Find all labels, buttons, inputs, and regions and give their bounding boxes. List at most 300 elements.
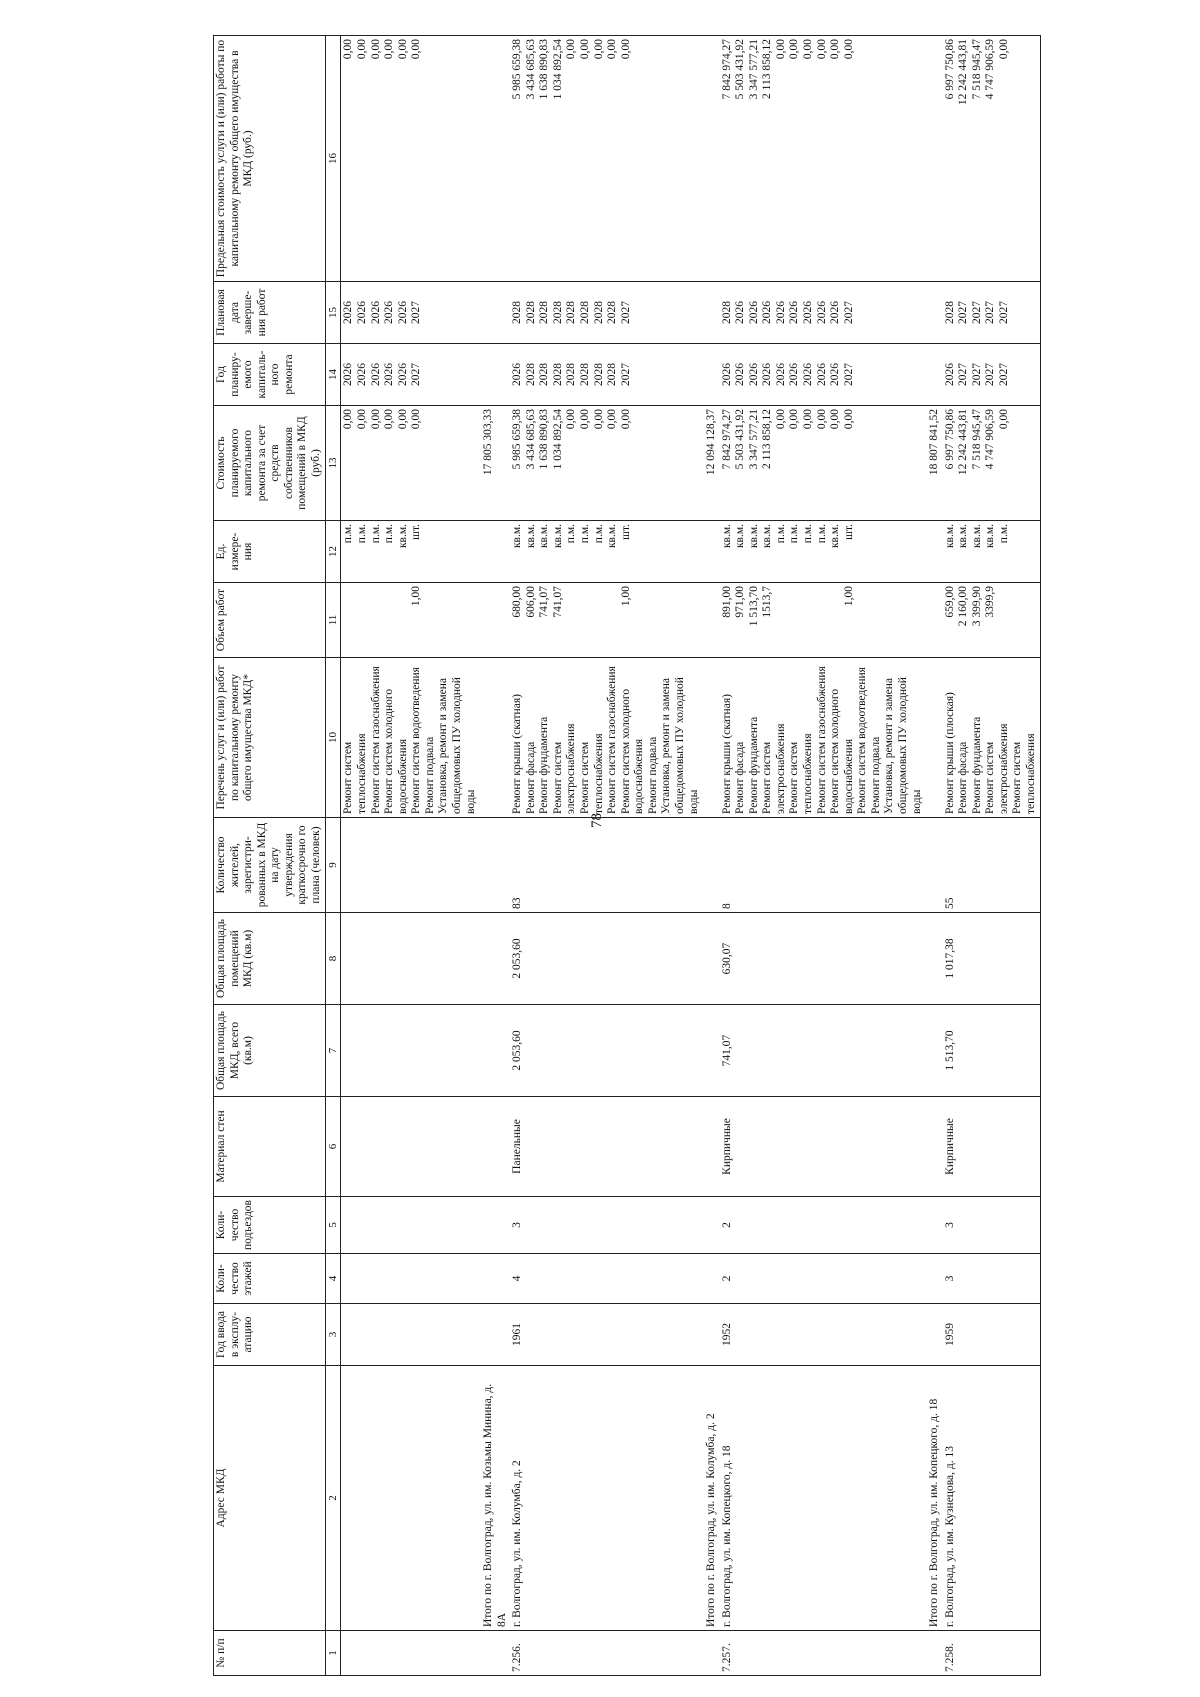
year-value: 2028 — [579, 363, 592, 386]
cost-value: 1 638 890,83 — [538, 409, 551, 470]
empty-cell — [704, 36, 720, 282]
unit-value: кв.м. — [970, 524, 983, 549]
page-number: 78 — [589, 813, 605, 828]
unit-value: кв.м. — [943, 524, 956, 549]
unit-value: шт. — [619, 524, 632, 540]
cost-value: 3 434 685,63 — [524, 409, 537, 470]
continuation-row — [341, 36, 479, 1676]
unit-list — [510, 521, 702, 583]
area-rooms — [720, 913, 925, 1005]
floors — [510, 1254, 702, 1304]
col-number: 16 — [325, 36, 341, 282]
total-row — [927, 36, 943, 1676]
date-list — [341, 282, 479, 344]
cost-value: 7 842 974,27 — [720, 409, 733, 470]
limit-list — [720, 36, 925, 282]
unit-value: кв.м. — [761, 524, 774, 549]
unit-value: кв.м. — [606, 524, 619, 549]
address-text: г. Волгоград, ул. им. Копецкого, д. 18 — [720, 1445, 733, 1627]
works-list — [341, 658, 479, 818]
entrances-text: 2 — [720, 1222, 733, 1228]
empty-cell — [481, 1304, 510, 1366]
header-col-12: Ед. измере-ния — [214, 521, 326, 583]
area-total — [510, 1005, 702, 1097]
cost-value: 0,00 — [396, 409, 409, 430]
header-col-14: Год планиру-емого капиталь-ного ремонта — [214, 344, 326, 406]
empty-cell — [341, 913, 479, 1005]
date-value: 2026 — [369, 301, 382, 324]
empty-cell — [481, 1197, 510, 1254]
empty-cell — [704, 1005, 720, 1097]
header-col-1: № п/п — [214, 1631, 326, 1676]
work-item: Ремонт крыши (скатная) — [511, 694, 524, 814]
header-col-4: Коли-чество этажей — [214, 1254, 326, 1304]
floors — [720, 1254, 925, 1304]
header-col-6: Материал стен — [214, 1097, 326, 1197]
volume-value: 680,00 — [511, 586, 524, 618]
cost-value: 6 997 750,86 — [943, 409, 956, 470]
date-value: 2027 — [997, 301, 1010, 324]
volume-value — [829, 586, 843, 654]
work-item: Ремонт систем водоотведения — [410, 667, 423, 814]
wall-material-text: Кирпичные — [943, 1118, 956, 1175]
unit-value: кв.м. — [538, 524, 551, 549]
empty-cell — [704, 818, 720, 913]
work-item: Установка, ремонт и замена общедомовых ПУ холодной воды — [437, 677, 477, 814]
entrances-text: 3 — [943, 1222, 956, 1228]
area-rooms-text: 630,07 — [720, 942, 733, 975]
limit-value: 0,00 — [815, 39, 828, 60]
date-value: 2028 — [538, 301, 551, 324]
work-item: Ремонт систем газоснабжения — [606, 666, 619, 814]
empty-cell — [481, 521, 510, 583]
area-rooms-text: 2 053,60 — [511, 938, 524, 979]
col-number: 2 — [325, 1366, 341, 1631]
cost-value: 4 747 906,59 — [984, 409, 997, 470]
unit-value: кв.м. — [829, 524, 842, 549]
year-value: 2026 — [761, 363, 774, 386]
unit-value: кв.м. — [551, 524, 564, 549]
cost-list — [341, 406, 479, 521]
date-value: 2028 — [511, 301, 524, 324]
year-value: 2028 — [606, 363, 619, 386]
limit-value: 0,00 — [592, 39, 605, 60]
volume-value: 3399,9 — [984, 586, 997, 618]
header-col-7: Общая площадь МКД, всего (кв.м) — [214, 1005, 326, 1097]
empty-cell — [927, 1097, 943, 1197]
works-list — [943, 658, 1040, 818]
floors-text: 4 — [511, 1275, 524, 1282]
empty-cell — [341, 1366, 479, 1631]
date-value: 2028 — [524, 301, 537, 324]
volume-value — [383, 586, 397, 654]
cost-value: 0,00 — [842, 409, 855, 430]
cost-list — [943, 406, 1040, 521]
col-number: 11 — [325, 583, 341, 658]
wall-material — [720, 1097, 925, 1197]
commission-year — [943, 1304, 1040, 1366]
empty-cell — [481, 1254, 510, 1304]
limit-value: 3 434 685,63 — [524, 39, 537, 100]
work-item: Ремонт систем теплоснабжения — [579, 733, 605, 814]
limit-value: 0,00 — [842, 39, 855, 60]
unit-value: п.м. — [383, 524, 396, 544]
area-total — [720, 1005, 925, 1097]
year-value: 2028 — [524, 363, 537, 386]
date-value: 2027 — [984, 301, 997, 324]
total-label-text: Итого по г. Волгоград, ул. им. Козьмы Минина, д. 8А — [482, 1383, 508, 1627]
empty-cell — [704, 521, 720, 583]
entrances — [510, 1197, 702, 1254]
cost-value: 5 985 659,38 — [511, 409, 524, 470]
year-value: 2028 — [565, 363, 578, 386]
work-item: Ремонт систем электроснабжения — [761, 723, 787, 814]
year-value: 2026 — [788, 363, 801, 386]
volume-list — [341, 583, 479, 658]
year-value: 2026 — [815, 363, 828, 386]
limit-value: 1 034 892,54 — [551, 39, 564, 100]
total-label — [481, 1366, 510, 1631]
date-value: 2026 — [747, 301, 760, 324]
volume-value — [816, 586, 830, 654]
date-value: 2026 — [761, 301, 774, 324]
date-value: 2026 — [356, 301, 369, 324]
unit-value: п.м. — [997, 524, 1010, 544]
cost-value: 0,00 — [774, 409, 787, 430]
empty-cell — [341, 1197, 479, 1254]
total-cost-value: 12 094 128,37 — [705, 409, 718, 476]
work-item: Ремонт систем холодного водоснабжения — [383, 688, 409, 814]
year-value: 2027 — [410, 363, 423, 386]
total-label-text: Итого по г. Волгоград, ул. им. Колумба, д. 2 — [705, 1413, 718, 1627]
col-number: 15 — [325, 282, 341, 344]
limit-value: 0,00 — [383, 39, 396, 60]
header-col-8: Общая площадь помещений МКД (кв.м) — [214, 913, 326, 1005]
volume-list — [510, 583, 702, 658]
empty-cell — [927, 1304, 943, 1366]
empty-cell — [704, 583, 720, 658]
cost-value: 0,00 — [592, 409, 605, 430]
work-item: Ремонт систем электроснабжения — [984, 723, 1010, 814]
year-value: 2026 — [747, 363, 760, 386]
header-col-2: Адрес МКД — [214, 1366, 326, 1631]
empty-cell — [341, 1304, 479, 1366]
cost-value: 3 347 577,21 — [747, 409, 760, 470]
unit-value: п.м. — [369, 524, 382, 544]
col-number: 13 — [325, 406, 341, 521]
area-total-text: 2 053,60 — [511, 1030, 524, 1071]
empty-cell — [481, 1005, 510, 1097]
building-row — [510, 36, 702, 1676]
work-item: Ремонт подвала — [423, 736, 436, 814]
volume-value: 1,00 — [842, 586, 855, 607]
address-text: г. Волгоград, ул. им. Кузнецова, д. 13 — [943, 1446, 956, 1627]
volume-value: 891,00 — [720, 586, 733, 618]
unit-value: кв.м. — [511, 524, 524, 549]
cost-value: 2 113 858,12 — [761, 409, 774, 469]
date-value: 2027 — [957, 301, 970, 324]
year-value: 2026 — [369, 363, 382, 386]
limit-value: 5 503 431,92 — [734, 39, 747, 100]
commission-year — [510, 1304, 702, 1366]
cost-value: 5 503 431,92 — [734, 409, 747, 470]
work-item: Ремонт крыши (скатная) — [720, 694, 733, 814]
limit-value: 0,00 — [396, 39, 409, 60]
row-number — [720, 1631, 925, 1676]
date-value: 2027 — [842, 301, 855, 324]
commission-year-text: 1959 — [943, 1323, 956, 1346]
year-value: 2026 — [356, 363, 369, 386]
wall-material — [943, 1097, 1040, 1197]
total-cost — [481, 406, 510, 521]
unit-value: п.м. — [356, 524, 369, 544]
year-value: 2028 — [538, 363, 551, 386]
year-list — [720, 344, 925, 406]
unit-value: п.м. — [774, 524, 787, 544]
limit-value: 12 242 443,81 — [957, 39, 970, 106]
empty-cell — [927, 36, 943, 282]
date-value: 2026 — [788, 301, 801, 324]
work-item: Ремонт крыши (плоская) — [943, 692, 956, 814]
area-total-text: 1 513,70 — [943, 1030, 956, 1071]
limit-list — [943, 36, 1040, 282]
building-row — [720, 36, 925, 1676]
volume-value — [606, 586, 620, 654]
wall-material-text: Кирпичные — [720, 1118, 733, 1175]
unit-list — [943, 521, 1040, 583]
limit-value: 7 518 945,47 — [970, 39, 983, 100]
empty-cell — [481, 344, 510, 406]
residents — [720, 818, 925, 913]
limit-value: 6 997 750,86 — [943, 39, 956, 100]
date-value: 2026 — [774, 301, 787, 324]
col-number: 5 — [325, 1197, 341, 1254]
empty-cell — [704, 913, 720, 1005]
year-value: 2026 — [943, 363, 956, 386]
limit-value: 0,00 — [356, 39, 369, 60]
unit-value: шт. — [410, 524, 423, 540]
cost-value: 7 518 945,47 — [970, 409, 983, 470]
col-number: 7 — [325, 1005, 341, 1097]
date-value: 2028 — [579, 301, 592, 324]
limit-value: 0,00 — [619, 39, 632, 60]
unit-value: кв.м. — [984, 524, 997, 549]
work-item: Ремонт систем теплоснабжения — [788, 733, 815, 814]
residents — [510, 818, 702, 913]
row-number-text: 7.257. — [720, 1643, 733, 1672]
total-cost — [704, 406, 720, 521]
volume-value — [370, 586, 384, 654]
cost-value: 0,00 — [579, 409, 592, 430]
limit-list — [510, 36, 702, 282]
date-value: 2026 — [342, 301, 355, 324]
row-number — [510, 1631, 702, 1676]
address — [720, 1366, 925, 1631]
work-item: Ремонт систем газоснабжения — [369, 666, 382, 814]
limit-value: 0,00 — [565, 39, 578, 60]
cost-value: 0,00 — [619, 409, 632, 430]
header-row — [214, 36, 326, 1676]
volume-value — [998, 586, 1012, 654]
work-item: Ремонт фасада — [957, 741, 970, 814]
empty-cell — [481, 1631, 510, 1676]
header-col-16: Предельная стоимость услуги и (или) работы по капитальному ремонту общего имущества в МКД (руб.) — [214, 36, 326, 282]
unit-value: п.м. — [788, 524, 801, 544]
volume-value: 741,07 — [551, 586, 564, 618]
work-item: Ремонт фасада — [524, 741, 537, 814]
volume-value: 1,00 — [619, 586, 632, 607]
area-total — [943, 1005, 1040, 1097]
date-value: 2028 — [592, 301, 605, 324]
col-number: 9 — [325, 818, 341, 913]
volume-value: 971,00 — [734, 586, 747, 618]
cost-value: 1 034 892,54 — [551, 409, 564, 470]
unit-value: шт. — [842, 524, 855, 540]
date-value: 2026 — [815, 301, 828, 324]
empty-cell — [927, 344, 943, 406]
empty-cell — [481, 913, 510, 1005]
volume-value: 2 160,00 — [957, 586, 970, 627]
header-col-11: Объем работ — [214, 583, 326, 658]
work-item: Ремонт систем теплоснабжения — [1011, 733, 1038, 814]
unit-value: кв.м. — [720, 524, 733, 549]
building-row — [943, 36, 1040, 1676]
residents-text: 8 — [720, 903, 733, 909]
col-number: 3 — [325, 1304, 341, 1366]
unit-list — [720, 521, 925, 583]
year-list — [341, 344, 479, 406]
year-list — [943, 344, 1040, 406]
unit-value: п.м. — [565, 524, 578, 544]
empty-cell — [481, 658, 510, 818]
empty-cell — [704, 658, 720, 818]
volume-value: 1 513,70 — [747, 586, 760, 627]
address — [510, 1366, 702, 1631]
unit-value: п.м. — [579, 524, 592, 544]
year-value: 2026 — [342, 363, 355, 386]
unit-value: п.м. — [592, 524, 605, 544]
residents-text: 55 — [943, 897, 956, 909]
row-number-text: 7.256. — [511, 1643, 524, 1672]
rotated-sheet — [213, 36, 1200, 1676]
commission-year — [720, 1304, 925, 1366]
cost-value: 0,00 — [410, 409, 423, 430]
year-value: 2026 — [802, 363, 815, 386]
empty-cell — [481, 1097, 510, 1197]
column-number-row — [325, 36, 341, 1676]
empty-cell — [704, 1254, 720, 1304]
cost-value: 12 242 443,81 — [957, 409, 970, 476]
capital-repair-table — [213, 35, 1041, 1676]
floors-text: 2 — [720, 1275, 733, 1282]
limit-value: 0,00 — [606, 39, 619, 60]
limit-value: 0,00 — [997, 39, 1010, 60]
limit-value: 4 747 906,59 — [984, 39, 997, 100]
volume-value: 3 399,90 — [970, 586, 983, 627]
work-item: Ремонт подвала — [869, 736, 882, 814]
total-label-text: Итого по г. Волгоград, ул. им. Копецкого, д. 18 — [928, 1398, 941, 1627]
residents-text: 83 — [511, 897, 524, 909]
year-value: 2027 — [970, 363, 983, 386]
empty-cell — [927, 658, 943, 818]
floors-text: 3 — [943, 1275, 956, 1282]
volume-value — [593, 586, 607, 654]
cost-value: 0,00 — [342, 409, 355, 430]
work-item: Установка, ремонт и замена общедомовых ПУ холодной воды — [883, 677, 923, 814]
volume-value — [565, 586, 579, 654]
cost-value: 0,00 — [802, 409, 815, 430]
work-item: Ремонт фундамента — [747, 716, 760, 814]
date-value: 2027 — [410, 301, 423, 324]
volume-value — [342, 586, 356, 654]
table-body — [341, 36, 1040, 1676]
cost-value: 0,00 — [383, 409, 396, 430]
limit-value: 0,00 — [410, 39, 423, 60]
empty-cell — [341, 1254, 479, 1304]
date-value: 2026 — [734, 301, 747, 324]
total-cost-value: 18 807 841,52 — [928, 409, 941, 476]
date-value: 2026 — [383, 301, 396, 324]
unit-value: кв.м. — [524, 524, 537, 549]
total-cost-value: 17 805 303,33 — [482, 409, 495, 476]
empty-cell — [927, 583, 943, 658]
row-number — [943, 1631, 1040, 1676]
header-col-13: Стоимость планируемого капитального ремонта за счет средств собственников помещений в МКД (руб.) — [214, 406, 326, 521]
empty-cell — [704, 282, 720, 344]
limit-value: 3 347 577,21 — [747, 39, 760, 100]
work-item: Установка, ремонт и замена общедомовых ПУ холодной воды — [660, 677, 700, 814]
cost-value: 0,00 — [997, 409, 1010, 430]
work-item: Ремонт систем водоотведения — [856, 667, 869, 814]
year-value: 2026 — [720, 363, 733, 386]
volume-value — [788, 586, 802, 654]
col-number: 12 — [325, 521, 341, 583]
cost-value: 0,00 — [565, 409, 578, 430]
cost-value: 0,00 — [829, 409, 842, 430]
empty-cell — [704, 1197, 720, 1254]
empty-cell — [927, 913, 943, 1005]
limit-value: 7 842 974,27 — [720, 39, 733, 100]
date-value: 2026 — [802, 301, 815, 324]
date-list — [943, 282, 1040, 344]
col-number: 1 — [325, 1631, 341, 1676]
limit-value: 0,00 — [788, 39, 801, 60]
year-value: 2027 — [957, 363, 970, 386]
date-value: 2028 — [606, 301, 619, 324]
date-value: 2028 — [551, 301, 564, 324]
wall-material-text: Панельные — [511, 1119, 524, 1174]
empty-cell — [927, 818, 943, 913]
total-label — [704, 1366, 720, 1631]
col-number: 10 — [325, 658, 341, 818]
volume-value: 1513,7 — [761, 586, 774, 618]
limit-value: 0,00 — [579, 39, 592, 60]
empty-cell — [341, 1005, 479, 1097]
volume-list — [720, 583, 925, 658]
unit-value: кв.м. — [747, 524, 760, 549]
volume-list — [943, 583, 1040, 658]
work-item: Ремонт фундамента — [970, 716, 983, 814]
limit-value: 0,00 — [774, 39, 787, 60]
volume-value — [802, 586, 816, 654]
work-item: Ремонт подвала — [646, 736, 659, 814]
floors — [943, 1254, 1040, 1304]
empty-cell — [341, 1631, 479, 1676]
volume-value — [775, 586, 789, 654]
unit-value: кв.м. — [396, 524, 409, 549]
unit-value: кв.м. — [734, 524, 747, 549]
limit-value: 0,00 — [369, 39, 382, 60]
